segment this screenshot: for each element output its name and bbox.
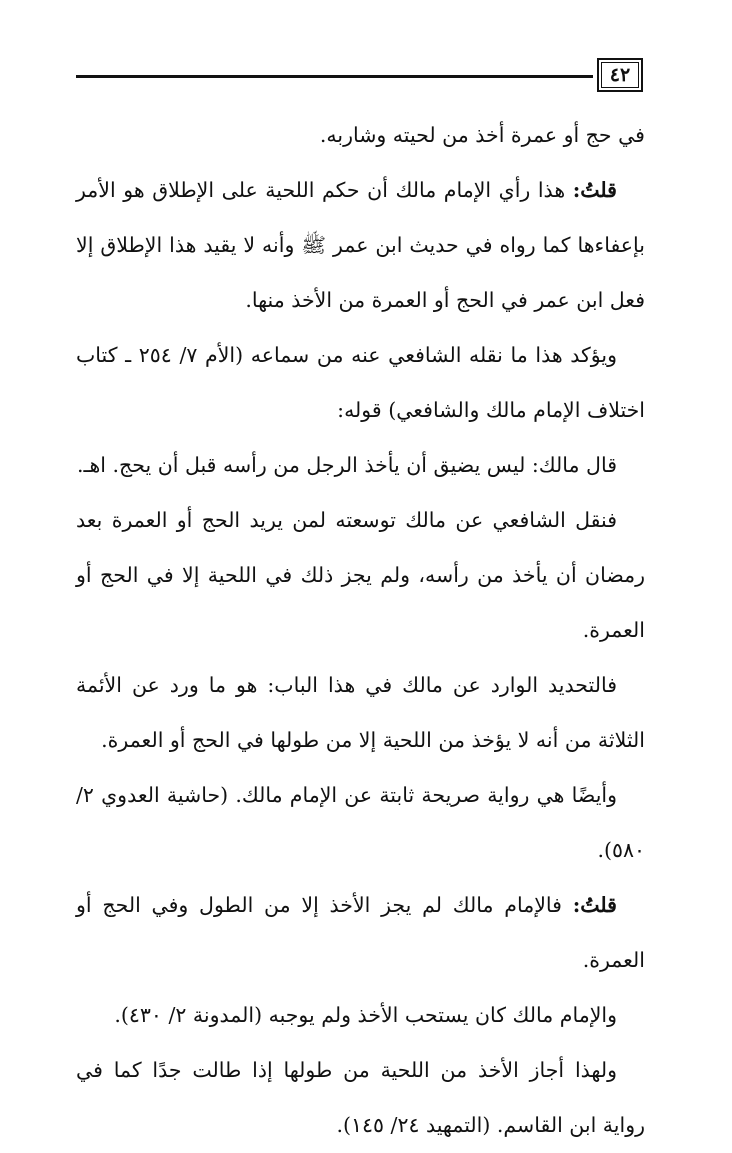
paragraph-10 bbox=[76, 1043, 645, 1153]
paragraph-text: ويؤكد هذا ما نقله الشافعي عنه من سماعه (الأم ٧/ ٢٥٤ ـ كتاب اختلاف الإمام مالك والشافعي) قوله: bbox=[76, 343, 645, 422]
paragraph-text: وأيضًا هي رواية صريحة ثابتة عن الإمام مالك. (حاشية العدوي ٢/ ٥٨٠). bbox=[76, 783, 645, 862]
paragraph-text: قال مالك: ليس يضيق أن يأخذ الرجل من رأسه قبل أن يحج. اهـ. bbox=[76, 453, 617, 477]
paragraph-6 bbox=[76, 658, 645, 768]
page-number: ٤٢ bbox=[597, 58, 643, 92]
paragraph-lead: قلتُ: bbox=[572, 178, 617, 202]
paragraph-4 bbox=[76, 438, 645, 493]
paragraph-text: والإمام مالك كان يستحب الأخذ ولم يوجبه (المدونة ٢/ ٤٣٠). bbox=[114, 1003, 617, 1027]
paragraph-2 bbox=[76, 163, 645, 328]
paragraph-5 bbox=[76, 493, 645, 658]
paragraph-text: هذا رأي الإمام مالك أن حكم اللحية على الإطلاق هو الأمر بإعفاءها كما رواه في حديث ابن عمر ﷺ وأنه لا يقيد هذا الإطلاق إلا فعل ابن عمر في الحج أو العمرة من الأخذ منها. bbox=[76, 178, 645, 312]
header-rule bbox=[76, 75, 593, 78]
paragraph-8 bbox=[76, 878, 645, 988]
paragraph-3 bbox=[76, 328, 645, 438]
paragraph-text: فالتحديد الوارد عن مالك في هذا الباب: هو ما ورد عن الأئمة الثلاثة من أنه لا يؤخذ من اللحية إلا من طولها في الحج أو العمرة. bbox=[76, 673, 645, 752]
paragraph-1 bbox=[76, 108, 645, 163]
paragraph-text: فالإمام مالك لم يجز الأخذ إلا من الطول وفي الحج أو العمرة. bbox=[76, 893, 645, 972]
paragraph-lead: قلتُ: bbox=[572, 893, 617, 917]
paragraph-7 bbox=[76, 768, 645, 878]
paragraph-text: في حج أو عمرة أخذ من لحيته وشاربه. bbox=[319, 123, 645, 147]
paragraph-9 bbox=[76, 988, 645, 1043]
body-text bbox=[76, 108, 645, 1153]
page-header bbox=[76, 58, 643, 92]
paragraph-text: ولهذا أجاز الأخذ من اللحية من طولها إذا طالت جدًا كما في رواية ابن القاسم. (التمهيد ٢٤/ ١٤٥). bbox=[76, 1058, 645, 1137]
paragraph-text: فنقل الشافعي عن مالك توسعته لمن يريد الحج أو العمرة بعد رمضان أن يأخذ من رأسه، ولم يجز ذلك في اللحية إلا في الحج أو العمرة. bbox=[76, 508, 645, 642]
